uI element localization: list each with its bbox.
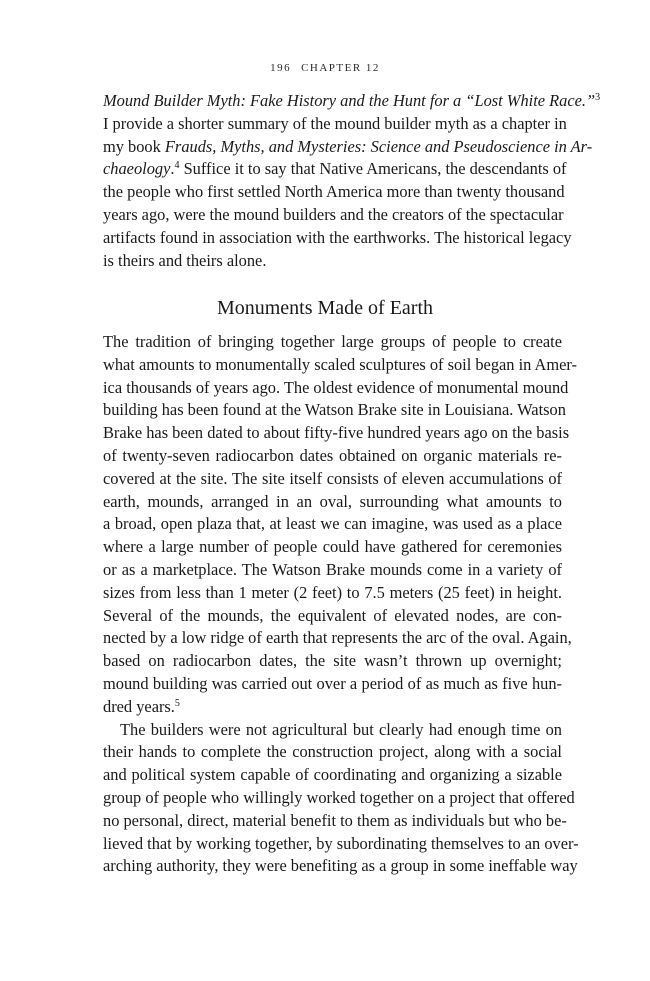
text-line: nected by a low ridge of earth that represents the arc of the oval. Again, — [103, 628, 572, 648]
text-line: The builders were not agricultural but clearly had enough time on — [120, 719, 562, 739]
text-line: and political system capable of coordinating and organizing a sizable — [103, 765, 562, 785]
text-line: is theirs and theirs alone. — [103, 250, 267, 270]
text-line: The tradition of bringing together large groups of people to create — [103, 332, 562, 351]
continued-paragraph — [103, 90, 601, 272]
text-line: I provide a shorter summary of the mound builder myth as a chapter in — [103, 113, 567, 133]
footnote-marker: 3 — [595, 92, 601, 103]
footnote-marker: 4 — [174, 160, 180, 172]
text-line: artifacts found in association with the earthworks. The historical legacy — [103, 227, 572, 247]
text-line: dred years.$^5$ — [103, 696, 180, 716]
chapter-label: CHAPTER 12 — [301, 62, 380, 74]
text-line: chaeology.$^4$ Suffice it to say that Native Americans, the descendants of — [103, 159, 567, 179]
running-head — [0, 62, 650, 74]
text-line: where a large number of people could have gathered for ceremonies — [103, 537, 562, 557]
text-line — [103, 90, 601, 113]
text-line: building has been found at the Watson Brake site in Louisiana. Watson — [103, 400, 566, 420]
text-line: based on radiocarbon dates, the site wasn’t thrown up overnight; — [103, 651, 562, 671]
text-line: ica thousands of years ago. The oldest evidence of monumental mound — [103, 377, 569, 397]
text-line: my book Frauds, Myths, and Mysteries: Science and Pseudoscience in Ar- — [103, 136, 593, 156]
text-line: earth, mounds, arranged in an oval, surrounding what amounts to — [103, 491, 562, 511]
text-line: no personal, direct, material benefit to them as individuals but who be- — [103, 810, 567, 830]
text-line: group of people who willingly worked together on a project that offered — [103, 787, 575, 807]
page-number: 196 — [270, 62, 292, 74]
text-line: years ago, were the mound builders and the creators of the spectacular — [103, 204, 564, 224]
text-line: the people who first settled North America more than twenty thousand — [103, 182, 565, 202]
text-line: what amounts to monumentally scaled sculptures of soil began in Amer- — [103, 354, 577, 374]
book-title-italic: Frauds, Myths, and Mysteries: Science and Pseudoscience in Ar- — [164, 136, 593, 156]
body-text — [103, 331, 579, 878]
text-line: a broad, open plaza that, at least we can imagine, was used as a place — [103, 514, 562, 534]
text-line: their hands to complete the construction project, along with a social — [103, 742, 562, 762]
footnote-marker: 5 — [174, 697, 180, 709]
section-heading: Monuments Made of Earth — [216, 297, 434, 319]
text-line: covered at the site. The site itself consists of eleven accumulations of — [103, 468, 562, 488]
book-title-italic: chaeology — [103, 159, 171, 179]
text-line: or as a marketplace. The Watson Brake mounds come in a variety of — [103, 559, 562, 579]
text-line: mound building was carried out over a period of as much as five hun- — [103, 673, 562, 693]
book-title-italic: Mound Builder Myth: Fake History and the Hunt for a “Lost White Race.” — [103, 91, 596, 110]
text-line: Brake has been dated to about fifty-five hundred years ago on the basis — [103, 423, 570, 443]
text-line: arching authority, they were benefiting as a group in some ineffable way — [103, 856, 578, 876]
text-line: lieved that by working together, by subordinating themselves to an over- — [103, 833, 579, 853]
text-line: Several of the mounds, the equivalent of elevated nodes, are con- — [103, 605, 562, 625]
text-line: of twenty-seven radiocarbon dates obtained on organic materials re- — [103, 445, 562, 465]
text-line: sizes from less than 1 meter (2 feet) to 7.5 meters (25 feet) in height. — [103, 582, 562, 602]
